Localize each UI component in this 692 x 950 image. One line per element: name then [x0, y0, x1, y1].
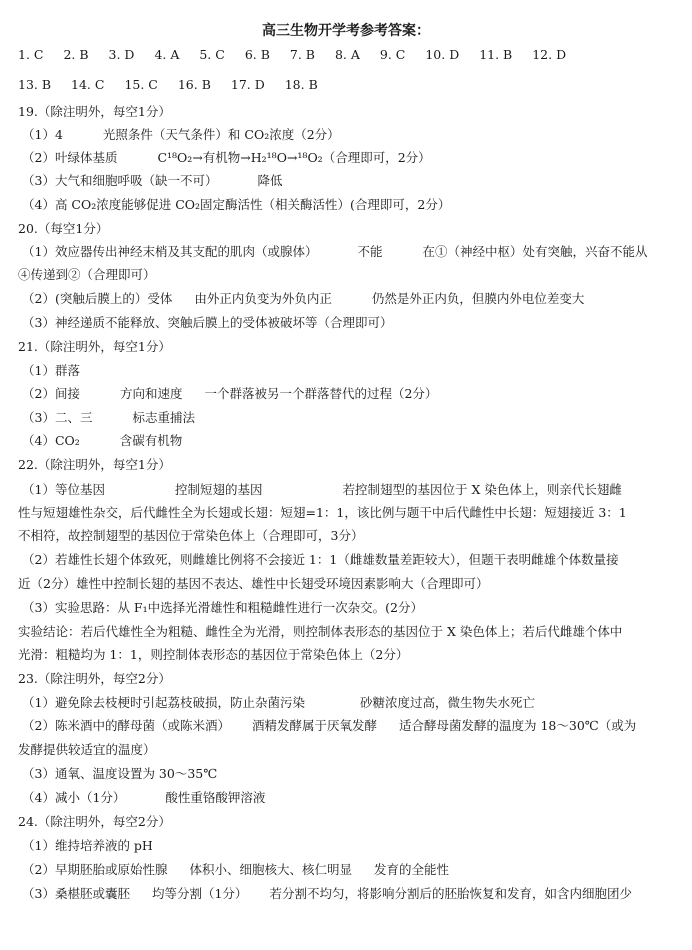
answer-text: C¹⁸O₂→有机物→H₂¹⁸O→¹⁸O₂（合理即可，2分） — [157, 150, 431, 165]
mc-answer: 1. C — [18, 47, 44, 62]
answer-text: 砂糖浓度过高，微生物失水死亡 — [359, 695, 535, 710]
q23-part-2 — [22, 717, 682, 735]
mc-answer: 11. B — [479, 47, 513, 62]
answer-text: 光照条件（天气条件）和 CO₂浓度（2分） — [102, 127, 340, 142]
q19-part-2 — [22, 149, 682, 167]
mc-answer: 5. C — [199, 47, 225, 62]
answer-text: （4）减小（1分） — [22, 790, 126, 805]
q22-part-1 — [22, 481, 682, 499]
answer-text: 降低 — [257, 173, 283, 188]
answer-text: 体积小、细胞核大、核仁明显 — [189, 862, 352, 877]
q20-part-1 — [22, 243, 682, 261]
q19-part-4: （4）高 CO₂浓度能够促进 CO₂固定酶活性（相关酶活性）(合理即可，2分） — [22, 197, 451, 212]
mc-answer: 15. C — [124, 77, 158, 92]
q22-conclusion-cont: 光滑：粗糙均为 1：1，则控制体表形态的基因位于常染色体上（2分） — [18, 647, 409, 662]
q20-part-2 — [22, 290, 682, 308]
q23-heading: 23.（除注明外，每空2分） — [18, 671, 171, 686]
answer-text: （2）陈米酒中的酵母菌（或陈米酒） — [22, 718, 230, 733]
answer-text: 不能 — [357, 244, 383, 259]
answer-text: 一个群落被另一个群落替代的过程（2分） — [204, 386, 438, 401]
q22-conclusion: 实验结论：若后代雄性全为粗糙、雌性全为光滑，则控制体表形态的基因位于 X 染色体上；若后代雌雄个体中 — [18, 624, 623, 639]
answer-text: （3）桑椹胚或囊胚 — [22, 886, 130, 901]
answer-text: （1）4 — [22, 127, 63, 142]
answer-text: 酒精发酵属于厌氧发酵 — [251, 718, 377, 733]
answer-text: （1）等位基因 — [22, 482, 105, 497]
q21-part-4 — [22, 432, 682, 450]
answer-text: （2）间接 — [22, 386, 80, 401]
answer-text: （1）避免除去枝梗时引起荔枝破损，防止杂菌污染 — [22, 695, 305, 710]
answer-text: （2）(突触后膜上的）受体 — [22, 291, 173, 306]
q22-heading: 22.（除注明外，每空1分） — [18, 457, 171, 472]
q24-part-3 — [22, 885, 682, 903]
mc-answer: 8. A — [334, 47, 360, 62]
q19-part-1 — [22, 126, 682, 144]
answer-text: 适合酵母菌发酵的温度为 18～30℃（或为 — [398, 718, 637, 733]
q20-heading: 20.（每空1分） — [18, 221, 109, 236]
q24-part-2 — [22, 861, 682, 879]
q20-part-1-cont: ④传递到②（合理即可） — [18, 267, 156, 282]
mc-answers-row-2 — [18, 76, 678, 94]
q19-heading: 19.（除注明外，每空1分） — [18, 104, 171, 119]
answer-text: 标志重捕法 — [132, 410, 195, 425]
answer-text: （2）早期胚胎或原始性腺 — [22, 862, 168, 877]
page-title: 高三生物开学考参考答案： — [262, 23, 430, 39]
answer-text: 由外正内负变为外负内正 — [194, 291, 332, 306]
q20-part-3: （3）神经递质不能释放、突触后膜上的受体被破坏等（合理即可） — [22, 315, 393, 330]
mc-answer: 17. D — [230, 77, 265, 92]
q23-part-3: （3）通氧、温度设置为 30～35℃ — [22, 766, 218, 781]
answer-text: 仍然是外正内负，但膜内外电位差变大 — [371, 291, 585, 306]
q23-part-1 — [22, 694, 682, 712]
answer-text: （4）CO₂ — [22, 433, 80, 448]
mc-answer: 12. D — [532, 47, 567, 62]
q22-part-1-cont-a: 性与短翅雄性杂交，后代雌性全为长翅或长翅：短翅=1：1，该比例与题干中后代雌性中长翅：短翅接近 3：1 — [18, 505, 627, 520]
q22-part-1-cont-b: 不相符，故控制翅型的基因位于常染色体上（合理即可，3分） — [18, 528, 364, 543]
q23-part-2-cont: 发酵提供较适宜的温度） — [18, 742, 156, 757]
mc-answer: 18. B — [284, 77, 318, 92]
q21-part-3 — [22, 409, 682, 427]
mc-answer: 9. C — [379, 47, 406, 62]
mc-answer: 16. B — [177, 77, 211, 92]
mc-answer: 14. C — [71, 77, 105, 92]
mc-answers-row-1 — [18, 46, 678, 64]
q24-part-1: （1）维持培养液的 pH — [22, 838, 153, 853]
answer-text: 均等分割（1分） — [151, 886, 248, 901]
q21-part-1: （1）群落 — [22, 363, 80, 378]
answer-text: 若分割不均匀，将影响分割后的胚胎恢复和发育，如含内细胞团少 — [269, 886, 632, 901]
mc-answer: 2. B — [63, 47, 89, 62]
mc-answer: 4. A — [154, 47, 180, 62]
answer-text: 方向和速度 — [119, 386, 183, 401]
q24-heading: 24.（除注明外，每空2分） — [18, 814, 171, 829]
answer-text: （3）大气和细胞呼吸（缺一不可） — [22, 173, 218, 188]
answer-text: 在①（神经中枢）处有突触，兴奋不能从 — [422, 244, 648, 259]
q22-part-3: （3）实验思路：从 F₁中选择光滑雄性和粗糙雌性进行一次杂交。(2分） — [22, 600, 423, 615]
q22-part-2-cont: 近（2分）雄性中控制长翅的基因不表达、雄性中长翅受环境因素影响大（合理即可） — [18, 576, 489, 591]
mc-answer: 7. B — [289, 47, 315, 62]
q21-part-2 — [22, 385, 682, 403]
answer-text: 发育的全能性 — [373, 862, 449, 877]
answer-text: 若控制翅型的基因位于 X 染色体上，则亲代长翅雌 — [342, 482, 622, 497]
mc-answer: 6. B — [244, 47, 270, 62]
mc-answer: 13. B — [18, 77, 52, 92]
answer-text: （2）叶绿体基质 — [22, 150, 118, 165]
q22-part-2: （2）若雄性长翅个体致死，则雌雄比例将不会接近 1：1（雌雄数量差距较大），但题干表明雌雄个体数量接 — [22, 552, 619, 567]
answer-text: 控制短翅的基因 — [174, 482, 263, 497]
q21-heading: 21.（除注明外，每空1分） — [18, 339, 171, 354]
q19-part-3 — [22, 172, 682, 190]
answer-text: （1）效应器传出神经末梢及其支配的肌肉（或腺体） — [22, 244, 318, 259]
answer-text: （3）二、三 — [22, 410, 93, 425]
answer-text: 含碳有机物 — [119, 433, 183, 448]
q23-part-4 — [22, 789, 682, 807]
mc-answer: 10. D — [425, 47, 460, 62]
mc-answer: 3. D — [108, 47, 135, 62]
answer-text: 酸性重铬酸钾溶液 — [165, 790, 266, 805]
